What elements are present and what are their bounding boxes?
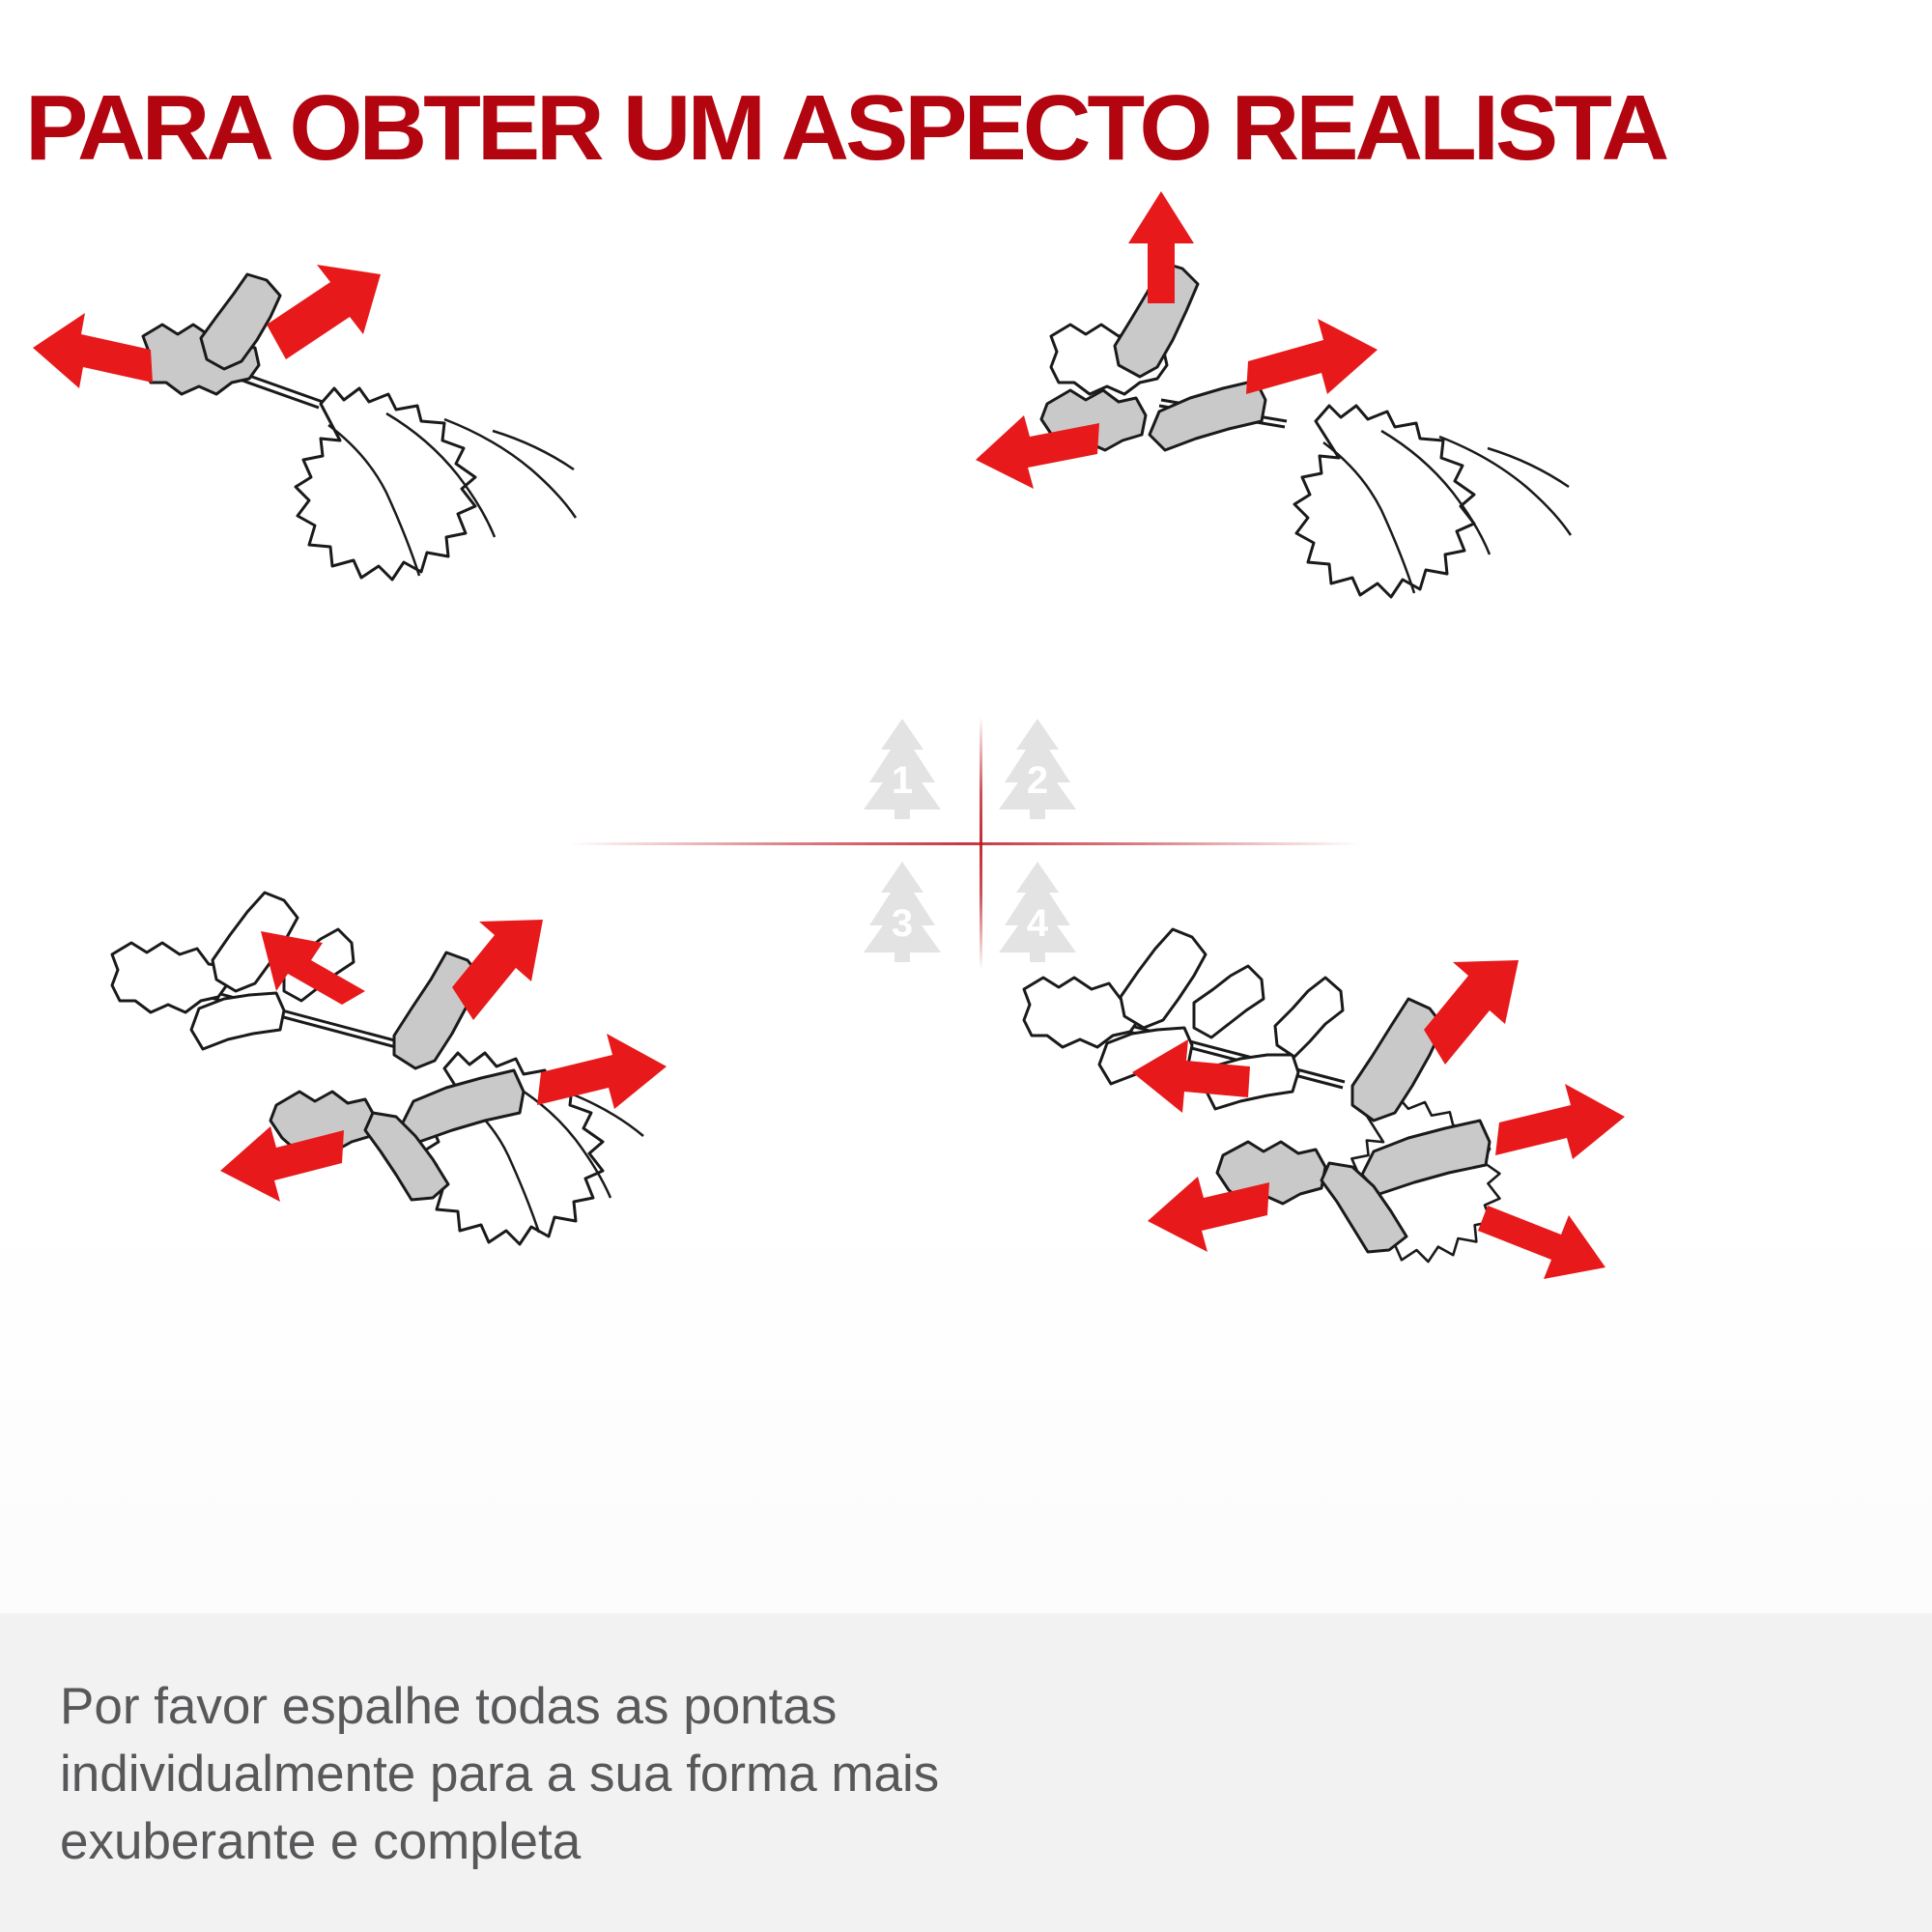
arrow-left-1 (33, 313, 153, 388)
footer-instruction: Por favor espalhe todas as pontas individualmente para a sua forma mais exuberante e completa (60, 1678, 940, 1871)
arrow-right-2 (1246, 319, 1378, 394)
arrow-up-4 (1424, 960, 1519, 1065)
step-marker-4 (991, 860, 1084, 964)
step-marker-2 (991, 717, 1084, 821)
flat-branch-3a (112, 943, 228, 1012)
arrow-down-right-4 (1478, 1206, 1605, 1279)
step-number-1: 1 (891, 759, 914, 802)
flat-branch-4f (1275, 978, 1343, 1057)
flat-branch-3c (191, 993, 284, 1049)
page-title: PARA OBTER UM ASPECTO REALISTA (25, 76, 1666, 180)
arrow-right-3 (537, 1034, 667, 1109)
arrow-up-right-1 (267, 265, 381, 359)
step-number-4: 4 (1026, 902, 1049, 945)
step-marker-1 (856, 717, 949, 821)
flat-foliage-1 (296, 388, 576, 580)
panel-step-2 (1005, 222, 1893, 744)
step-number-3: 3 (891, 902, 914, 945)
panel-step-3 (106, 927, 898, 1362)
arrow-right-4 (1495, 1084, 1625, 1159)
flat-foliage-2 (1294, 406, 1571, 597)
arrow-left-lower-4 (1148, 1177, 1269, 1252)
quadrant-divider-vertical (980, 717, 982, 970)
fluffed-branch-1b (201, 274, 280, 369)
step-marker-3 (856, 860, 949, 964)
panel-step-1 (39, 242, 927, 744)
panel-step-4 (1024, 966, 1855, 1381)
flat-branch-4d (1194, 966, 1264, 1037)
fluffed-branch-4a (1352, 999, 1443, 1121)
step-number-2: 2 (1026, 759, 1049, 802)
quadrant-divider-horizontal (570, 842, 1362, 845)
